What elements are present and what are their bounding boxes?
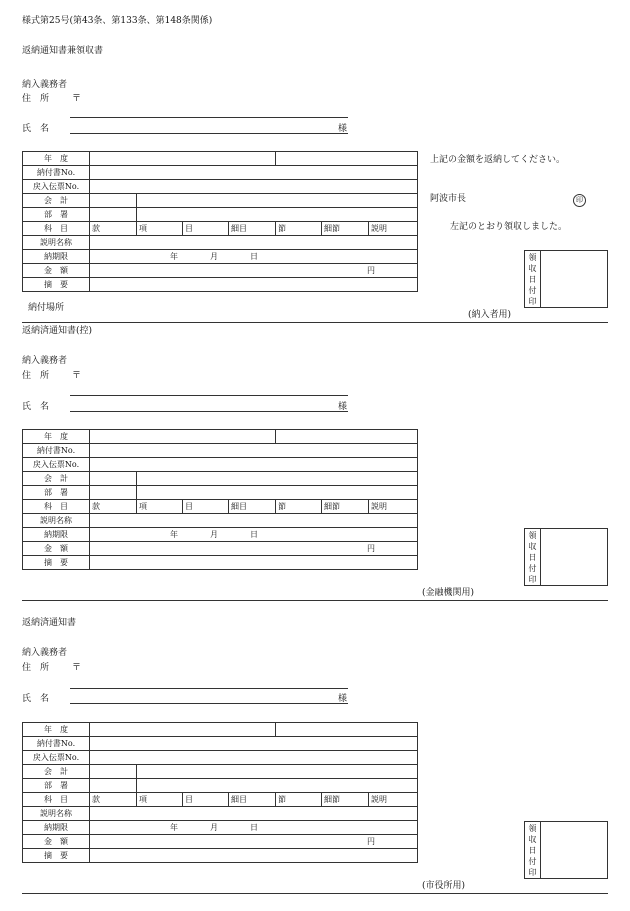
- section2-divider: [22, 600, 608, 601]
- stamp-caption: 領 収 日 付 印: [525, 529, 541, 585]
- nendo-value: [90, 152, 276, 166]
- moku-label: 目: [183, 222, 229, 236]
- postal-mark: 〒: [72, 371, 82, 381]
- row-nendo: [23, 430, 418, 444]
- address-label: 住 所: [22, 663, 50, 673]
- due-value: [90, 821, 418, 835]
- busho-code: [90, 486, 137, 500]
- name-label: 氏 名: [22, 402, 50, 412]
- stamp-caption: 領 収 日 付 印: [525, 251, 541, 307]
- due-value: [90, 250, 418, 264]
- name-line: [70, 411, 348, 412]
- kaikei-value: [137, 194, 418, 208]
- mayor-label: 阿波市長: [430, 194, 467, 204]
- refund-table: [22, 429, 418, 570]
- notice-no-label: 納付書No.: [23, 166, 90, 180]
- notice-no-value: [90, 737, 418, 751]
- kaikei-label: 会 計: [23, 194, 90, 208]
- moku-label: 目: [183, 793, 229, 807]
- section1-title: 返納通知書兼領収書: [22, 46, 104, 56]
- row-busho: [23, 779, 418, 793]
- yen-unit: 円: [367, 265, 376, 275]
- postal-mark: 〒: [72, 94, 82, 104]
- busho-value: [137, 208, 418, 222]
- address-label: 住 所: [22, 371, 50, 381]
- nendo-extra: [276, 152, 418, 166]
- kamoku-label: 科 目: [23, 793, 90, 807]
- row-due: [23, 528, 418, 542]
- kaikei-code: [90, 765, 137, 779]
- section1-footer: (納入者用): [468, 310, 512, 320]
- due-year: 年: [170, 822, 178, 832]
- busho-label: 部 署: [23, 208, 90, 222]
- row-nendo: [23, 152, 418, 166]
- address-label: 住 所: [22, 94, 50, 104]
- setsu-label: 節: [276, 793, 322, 807]
- nendo-label: 年 度: [23, 152, 90, 166]
- row-amount: [23, 542, 418, 556]
- amount-label: 金 額: [23, 835, 90, 849]
- due-label: 納期限: [23, 821, 90, 835]
- row-tekiyo: [23, 278, 418, 292]
- refund-table: [22, 722, 418, 863]
- setsumei-name-value: [90, 514, 418, 528]
- notice-no-label: 納付書No.: [23, 444, 90, 458]
- refund-table: [22, 151, 418, 292]
- kaikei-code: [90, 194, 137, 208]
- due-label: 納期限: [23, 250, 90, 264]
- kaikei-label: 会 計: [23, 765, 90, 779]
- saimoku-label: 細目: [229, 793, 276, 807]
- row-kaikei: [23, 472, 418, 486]
- nendo-extra: [276, 430, 418, 444]
- setsumei-name-label: 説明名称: [23, 514, 90, 528]
- slip-no-value: [90, 458, 418, 472]
- setsumei-label: 説明: [369, 500, 418, 514]
- busho-code: [90, 208, 137, 222]
- row-slip-no: [23, 458, 418, 472]
- kamoku-label: 科 目: [23, 500, 90, 514]
- row-slip-no: [23, 180, 418, 194]
- address-line: [70, 117, 348, 118]
- name-line: [70, 133, 348, 134]
- nendo-value: [90, 430, 276, 444]
- kaikei-value: [137, 765, 418, 779]
- row-notice-no: [23, 166, 418, 180]
- notice-no-label: 納付書No.: [23, 737, 90, 751]
- setsumei-label: 説明: [369, 793, 418, 807]
- due-value: [90, 528, 418, 542]
- row-setsumei-name: [23, 514, 418, 528]
- row-busho: [23, 208, 418, 222]
- due-month: 月: [210, 251, 218, 261]
- yen-unit: 円: [367, 836, 376, 846]
- setsumei-label: 説明: [369, 222, 418, 236]
- row-kamoku: [23, 500, 418, 514]
- obligor-label: 納入義務者: [22, 648, 68, 658]
- receipt-stamp-box: [524, 250, 608, 308]
- row-slip-no: [23, 751, 418, 765]
- kan-label: 款: [90, 793, 137, 807]
- name-line: [70, 703, 348, 704]
- row-kaikei: [23, 765, 418, 779]
- slip-no-label: 戻入伝票No.: [23, 458, 90, 472]
- stamp-caption: 領 収 日 付 印: [525, 822, 541, 878]
- row-kamoku: [23, 222, 418, 236]
- setsumei-name-label: 説明名称: [23, 236, 90, 250]
- receipt-stamp-box: [524, 821, 608, 879]
- due-day: 日: [250, 822, 258, 832]
- amount-label: 金 額: [23, 542, 90, 556]
- postal-mark: 〒: [72, 663, 82, 673]
- busho-label: 部 署: [23, 779, 90, 793]
- kou-label: 項: [137, 793, 183, 807]
- saimoku-label: 細目: [229, 222, 276, 236]
- slip-no-label: 戻入伝票No.: [23, 751, 90, 765]
- due-year: 年: [170, 251, 178, 261]
- busho-value: [137, 779, 418, 793]
- kan-label: 款: [90, 222, 137, 236]
- address-line: [70, 395, 348, 396]
- kaikei-value: [137, 472, 418, 486]
- slip-no-value: [90, 751, 418, 765]
- due-month: 月: [210, 529, 218, 539]
- section1-divider: [22, 322, 608, 323]
- amount-label: 金 額: [23, 264, 90, 278]
- setsumei-name-value: [90, 807, 418, 821]
- tekiyo-label: 摘 要: [23, 849, 90, 863]
- yen-unit: 円: [367, 543, 376, 553]
- tekiyo-value: [90, 278, 418, 292]
- nendo-value: [90, 723, 276, 737]
- amount-value: [90, 542, 418, 556]
- slip-no-value: [90, 180, 418, 194]
- row-due: [23, 250, 418, 264]
- section2-title: 返納済通知書(控): [22, 326, 93, 336]
- row-setsumei-name: [23, 807, 418, 821]
- kou-label: 項: [137, 222, 183, 236]
- return-message: 上記の金額を返納してください。: [430, 155, 566, 165]
- saimoku-label: 細目: [229, 500, 276, 514]
- saisetsu-label: 細節: [322, 793, 369, 807]
- address-line: [70, 688, 348, 689]
- nendo-label: 年 度: [23, 723, 90, 737]
- kamoku-label: 科 目: [23, 222, 90, 236]
- tekiyo-value: [90, 849, 418, 863]
- due-day: 日: [250, 251, 258, 261]
- payment-place-label: 納付場所: [28, 303, 65, 313]
- row-tekiyo: [23, 556, 418, 570]
- amount-value: [90, 264, 418, 278]
- slip-no-label: 戻入伝票No.: [23, 180, 90, 194]
- setsu-label: 節: [276, 500, 322, 514]
- setsumei-name-value: [90, 236, 418, 250]
- row-due: [23, 821, 418, 835]
- form-number: 様式第25号(第43条、第133条、第148条関係): [22, 16, 213, 26]
- name-label: 氏 名: [22, 694, 50, 704]
- due-year: 年: [170, 529, 178, 539]
- row-notice-no: [23, 444, 418, 458]
- setsu-label: 節: [276, 222, 322, 236]
- section2-footer: (金融機関用): [422, 588, 475, 598]
- section3-divider: [22, 893, 608, 894]
- row-amount: [23, 264, 418, 278]
- notice-no-value: [90, 166, 418, 180]
- due-label: 納期限: [23, 528, 90, 542]
- setsumei-name-label: 説明名称: [23, 807, 90, 821]
- tekiyo-label: 摘 要: [23, 278, 90, 292]
- nendo-extra: [276, 723, 418, 737]
- row-nendo: [23, 723, 418, 737]
- kou-label: 項: [137, 500, 183, 514]
- sama-suffix: 様: [338, 402, 348, 412]
- row-notice-no: [23, 737, 418, 751]
- nendo-label: 年 度: [23, 430, 90, 444]
- sama-suffix: 様: [338, 694, 348, 704]
- saisetsu-label: 細節: [322, 222, 369, 236]
- row-amount: [23, 835, 418, 849]
- kan-label: 款: [90, 500, 137, 514]
- row-kaikei: [23, 194, 418, 208]
- tekiyo-value: [90, 556, 418, 570]
- busho-label: 部 署: [23, 486, 90, 500]
- saisetsu-label: 細節: [322, 500, 369, 514]
- row-kamoku: [23, 793, 418, 807]
- busho-code: [90, 779, 137, 793]
- busho-value: [137, 486, 418, 500]
- obligor-label: 納入義務者: [22, 80, 68, 90]
- due-month: 月: [210, 822, 218, 832]
- received-message: 左記のとおり領収しました。: [450, 222, 568, 232]
- section3-title: 返納済通知書: [22, 618, 77, 628]
- kaikei-label: 会 計: [23, 472, 90, 486]
- receipt-stamp-box: [524, 528, 608, 586]
- due-day: 日: [250, 529, 258, 539]
- amount-value: [90, 835, 418, 849]
- tekiyo-label: 摘 要: [23, 556, 90, 570]
- sama-suffix: 様: [338, 124, 348, 134]
- section3-footer: (市役所用): [422, 881, 466, 891]
- obligor-label: 納入義務者: [22, 356, 68, 366]
- row-busho: [23, 486, 418, 500]
- moku-label: 目: [183, 500, 229, 514]
- notice-no-value: [90, 444, 418, 458]
- name-label: 氏 名: [22, 124, 50, 134]
- row-setsumei-name: [23, 236, 418, 250]
- mayor-seal: 印: [573, 194, 586, 207]
- kaikei-code: [90, 472, 137, 486]
- row-tekiyo: [23, 849, 418, 863]
